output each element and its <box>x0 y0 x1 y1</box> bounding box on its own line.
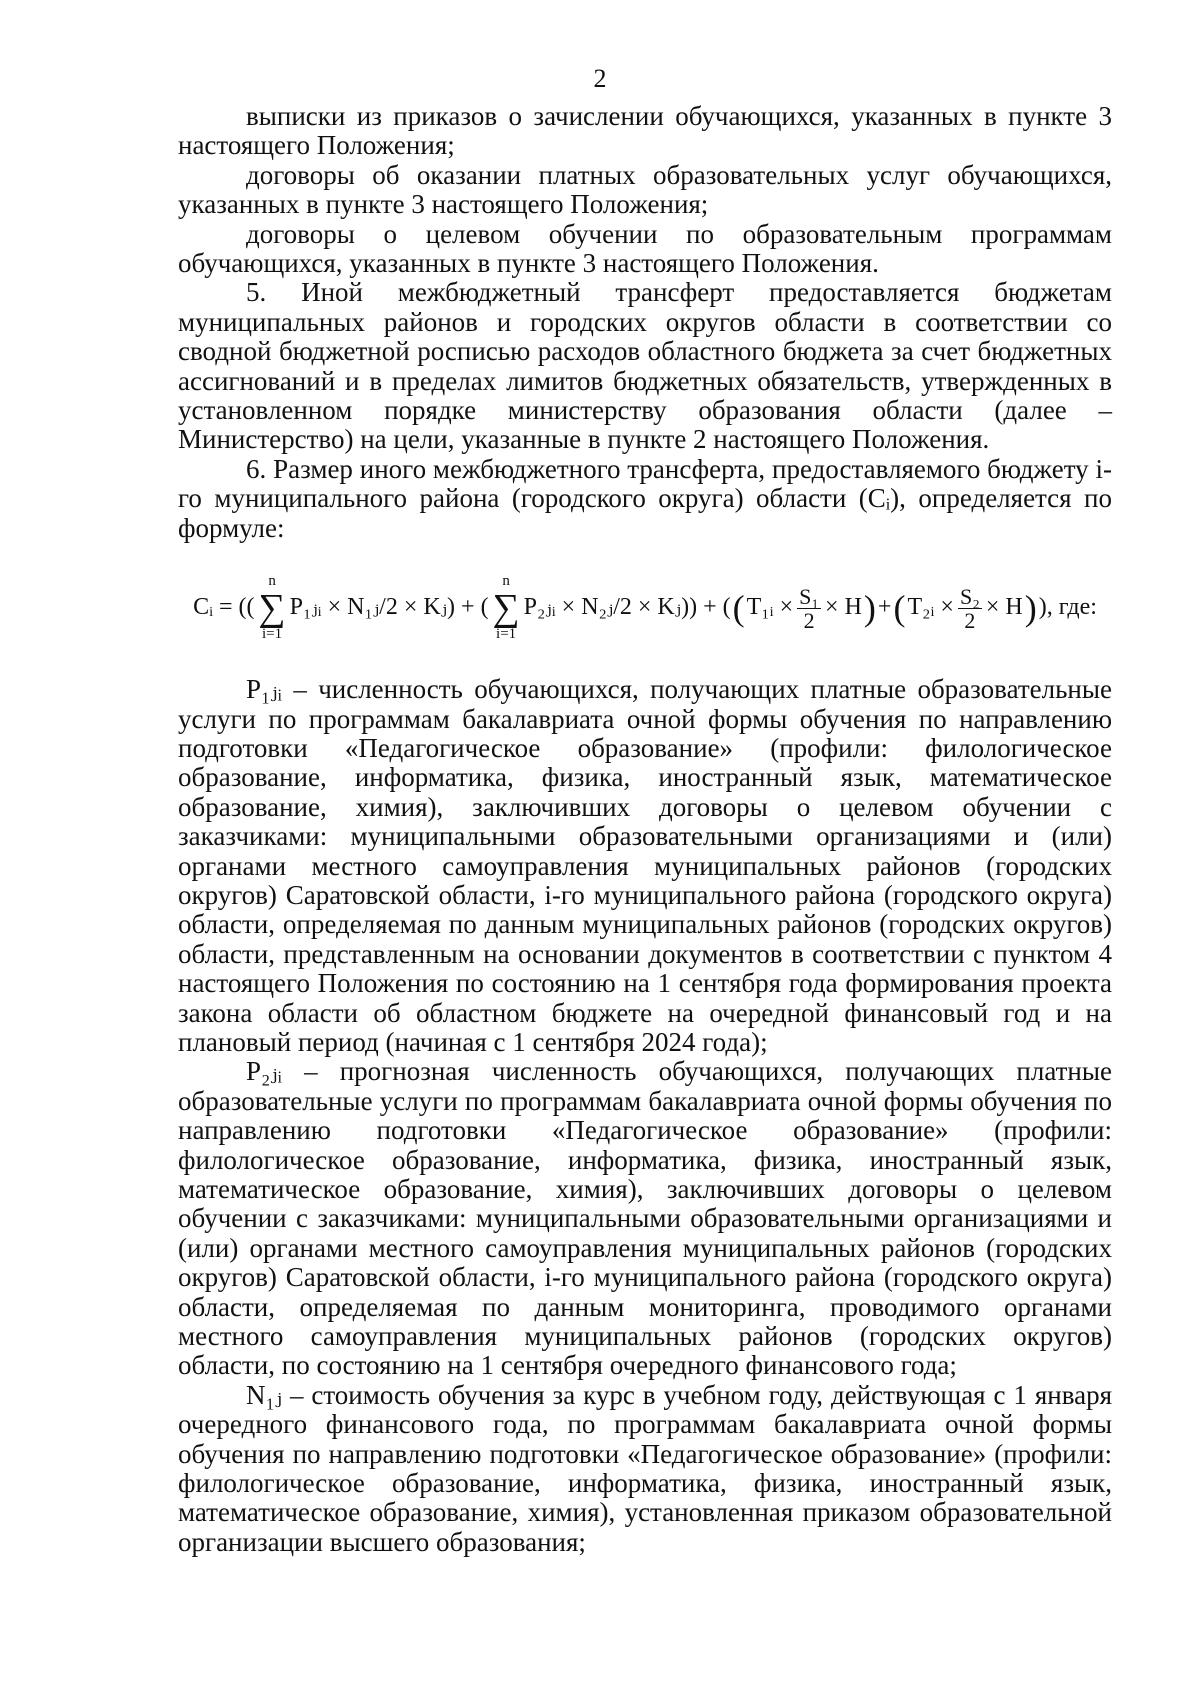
paragraph-extracts: выписки из приказов о зачислении обучающихся, указанных в пункте 3 настоящего Положения; <box>178 101 1112 161</box>
formula-term-1: P₁ⱼᵢ × N₁ⱼ/2 × Kⱼ) + ( <box>289 594 489 621</box>
formula-t2: T₂ᵢ × <box>907 594 954 621</box>
formula-t1: T₁ᵢ × <box>746 594 794 621</box>
formula-term-2: P₂ⱼᵢ × N₂ⱼ/2 × Kⱼ)) + ( <box>523 594 731 621</box>
sum-upper-limit: n <box>502 573 510 590</box>
definition-p2ji <box>178 1057 1112 1380</box>
fraction-s1 <box>797 585 821 632</box>
definition-text: – прогнозная численность обучающихся, получающих платные образовательные услуги по программам бакалавриата очной формы обучения по направлению подготовки «Педагогическое образование» (профили: филологическое образование, информатика, физика, иностранный язык, математическое образование, химия), заключивших договоры о целевом обучении с заказчиками: муниципальными образовательными организациями и (или) органами местного самоуправления муниципальных районов (городских округов) Саратовской области, i-го муниципального района (городского округа) области, определяемая по данным мониторинга, проводимого органами местного самоуправления муниципальных районов (городских округов) области, по состоянию на 1 сентября очередного финансового года; <box>178 1056 1112 1381</box>
fraction-s2 <box>958 585 982 632</box>
definition-text: – численность обучающихся, получающих платные образовательные услуги по программам бакалавриата очной формы обучения по направлению подготовки «Педагогическое образование» (профили: филологическое образование, информатика, физика, иностранный язык, математическое образование, химия), заключивших договоры о целевом обучении с заказчиками: муниципальными образовательными организациями и (или) органами местного самоуправления муниципальных районов (городских округов) Саратовской области, i-го муниципального района (городского округа) области, определяемая по данным муниципальных районов (городских округов) области, представленным на основании документов в соответствии с пунктом 4 настоящего Положения по состоянию на 1 сентября года формирования проекта закона области об областном бюджете на очередной финансовый год и на плановый период (начиная с 1 сентября 2024 года); <box>178 674 1112 1057</box>
document-body <box>178 102 1112 1557</box>
formula <box>178 553 1112 663</box>
paren-open-1: ( <box>732 588 745 629</box>
fraction-s1-denominator: 2 <box>803 607 815 633</box>
fraction-s1-numerator: S₁ <box>799 583 820 609</box>
formula-tail: ), где: <box>1038 594 1097 621</box>
paren-close-1: ) <box>863 588 876 629</box>
formula-h-1: × H <box>825 594 862 621</box>
sum-lower-limit: i=1 <box>262 626 283 643</box>
definitions-list <box>178 675 1112 1557</box>
definition-symbol: P₂ⱼᵢ <box>246 1056 282 1087</box>
definition-text: – стоимость обучения за курс в учебном году, действующая с 1 января очередного финансового года, по программам бакалавриата очной формы обучения по направлению подготовки «Педагогическое образование» (профили: филологическое образование, информатика, физика, иностранный язык, математическое образование, химия), установленная приказом образовательной организации высшего образования; <box>178 1379 1112 1557</box>
formula-h-2: × H <box>985 594 1023 621</box>
definition-symbol: N₁ⱼ <box>246 1379 283 1410</box>
sum-symbol-1: n ∑ i=1 <box>258 573 286 643</box>
formula-lhs: Cᵢ = (( <box>193 594 255 621</box>
definition-n1j <box>178 1381 1112 1557</box>
fraction-s2-numerator: S₂ <box>959 583 980 609</box>
sum-lower-limit: i=1 <box>496 626 517 643</box>
sum-upper-limit: n <box>268 573 276 590</box>
definition-p1ji <box>178 675 1112 1057</box>
paragraph-contracts-target: договоры о целевом обучении по образовательным программам обучающихся, указанных в пункте 3 настоящего Положения. <box>178 218 1112 279</box>
definition-symbol: P₁ⱼᵢ <box>246 674 282 705</box>
paragraph-item-6: 6. Размер иного межбюджетного трансферта, предоставляемого бюджету i-го муниципального района (городского округа) области (Cᵢ), определяется по формуле: <box>178 453 1112 543</box>
paren-close-2: ) <box>1024 588 1037 629</box>
fraction-s2-denominator: 2 <box>964 607 976 633</box>
formula-plus: + <box>877 594 892 621</box>
paragraph-item-5: 5. Иной межбюджетный трансферт предоставляется бюджетам муниципальных районов и городских округов области в соответствии со сводной бюджетной росписью расходов областного бюджета за счет бюджетных ассигнований и в пределах лимитов бюджетных обязательств, утвержденных в установленном порядке министерству образования области (далее – Министерство) на цели, указанные в пункте 2 настоящего Положения. <box>178 277 1112 455</box>
page-number: 2 <box>593 64 607 93</box>
paragraph-contracts-paid: договоры об оказании платных образовательных услуг обучающихся, указанных в пункте 3 настоящего Положения; <box>178 159 1112 220</box>
sum-symbol-2: n ∑ i=1 <box>492 573 520 643</box>
paren-open-2: ( <box>893 588 906 629</box>
